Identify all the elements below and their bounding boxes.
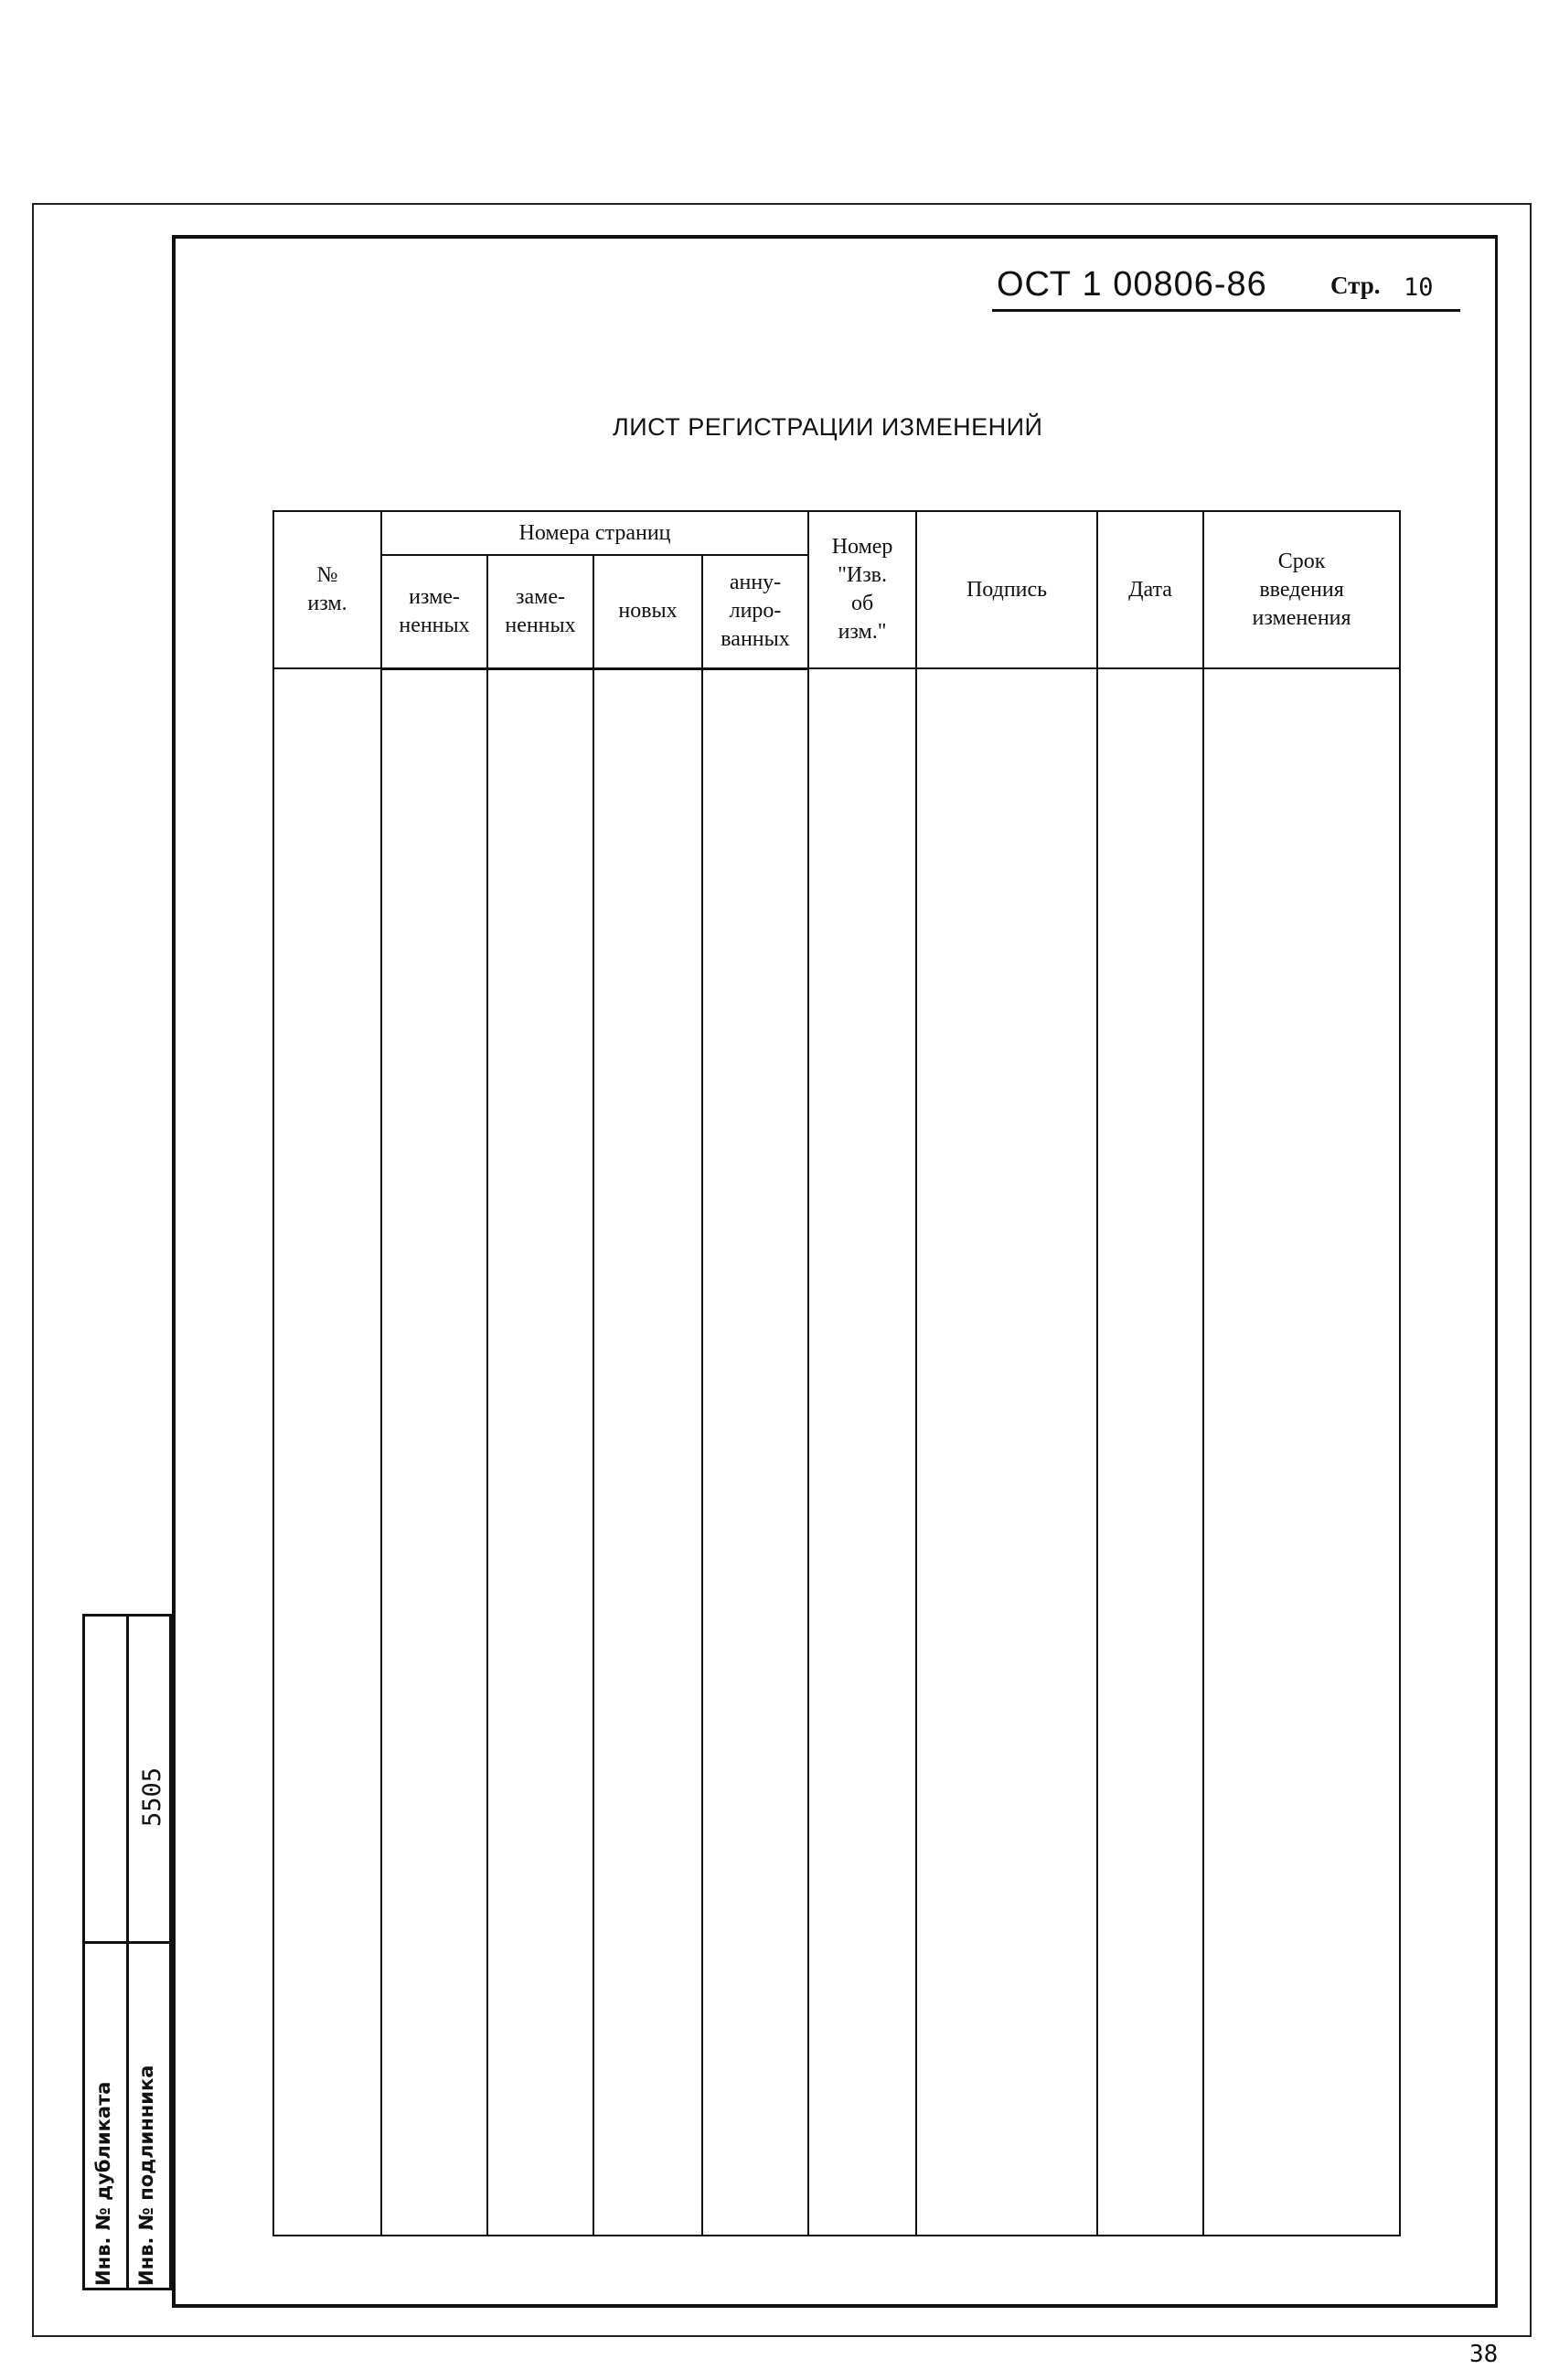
- cell-new: [593, 668, 702, 2236]
- cell-signature: [916, 668, 1097, 2236]
- header-annulled-line3: ванных: [721, 627, 790, 652]
- header-change-no-line2: изм.: [307, 592, 347, 615]
- cell-changed: [381, 668, 487, 2236]
- header-underline: [992, 309, 1460, 312]
- header-annulled-line1: анну-: [729, 571, 782, 595]
- cell-change-no: [273, 668, 381, 2236]
- header-changed-line1: изме-: [409, 584, 460, 609]
- sheet-number: 38: [1469, 2341, 1499, 2368]
- page-number: 10: [1404, 273, 1434, 302]
- header-new: новых: [593, 555, 702, 668]
- change-registration-table: [272, 510, 1401, 2236]
- header-replaced: [487, 555, 593, 668]
- header-annulled: [702, 555, 808, 668]
- header-notice-line4: изм.": [838, 620, 887, 644]
- cell-replaced: [487, 668, 593, 2236]
- header-date: Дата: [1097, 511, 1203, 668]
- header-notice-line2: "Изв.: [838, 563, 888, 587]
- cell-deadline: [1203, 668, 1400, 2236]
- header-annulled-line2: лиро-: [729, 599, 782, 624]
- header-changed-line2: ненных: [399, 613, 470, 637]
- original-inventory-label: Инв. № подлинника: [135, 2065, 157, 2286]
- header-signature: Подпись: [916, 511, 1097, 668]
- header-change-no: [273, 511, 381, 668]
- sheet-title: ЛИСТ РЕГИСТРАЦИИ ИЗМЕНЕНИЙ: [613, 413, 1043, 441]
- header-changed: [381, 555, 487, 668]
- header-deadline-line2: введения: [1259, 577, 1344, 602]
- cell-notice-no: [808, 668, 916, 2236]
- header-deadline-line3: изменения: [1252, 605, 1351, 630]
- page-label: Стр.: [1330, 272, 1381, 299]
- stamp-column-divider: [126, 1617, 129, 2288]
- document-code: ОСТ 1 00806-86: [997, 265, 1267, 304]
- cell-date: [1097, 668, 1203, 2236]
- table-body-row: [273, 668, 1400, 2236]
- header-deadline-line1: Срок: [1277, 549, 1326, 573]
- original-inventory-number: 5505: [138, 1766, 166, 1827]
- header-change-no-line1: №: [316, 563, 338, 587]
- header-deadline: [1203, 511, 1400, 668]
- cell-annulled: [702, 668, 808, 2236]
- header-replaced-line1: заме-: [516, 584, 565, 609]
- header-page-numbers: Номера страниц: [381, 511, 808, 555]
- header-notice-line3: об: [850, 592, 874, 615]
- header-notice-line1: Номер: [831, 535, 893, 559]
- header-notice-no: [808, 511, 916, 668]
- inventory-stamp: [82, 1614, 172, 2290]
- stamp-row-divider: [85, 1941, 169, 1944]
- header-replaced-line2: ненных: [505, 613, 576, 637]
- duplicate-inventory-label: Инв. № дубликата: [92, 2081, 114, 2286]
